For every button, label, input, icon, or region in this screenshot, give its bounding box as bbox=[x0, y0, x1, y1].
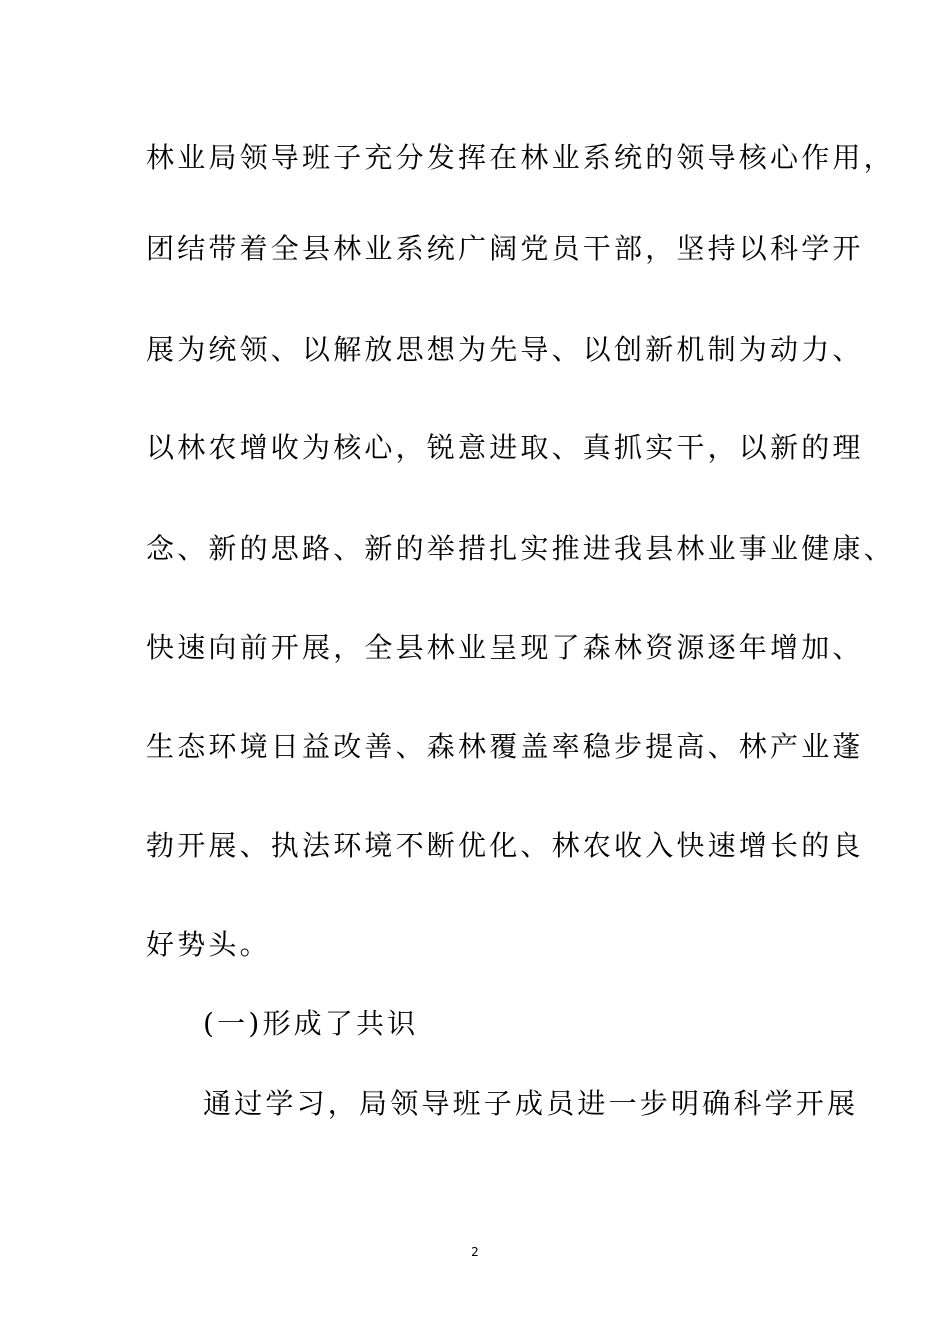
paragraph-line: 好势头。 bbox=[146, 928, 271, 961]
paragraph-line: 以林农增收为核心，锐意进取、真抓实干，以新的理 bbox=[146, 431, 864, 464]
paragraph-line: 勃开展、执法环境不断优化、林农收入快速增长的良 bbox=[146, 829, 864, 862]
paragraph-line: 快速向前开展，全县林业呈现了森林资源逐年增加、 bbox=[146, 631, 864, 664]
paragraph-line: 林业局领导班子充分发挥在林业系统的领导核心作用， bbox=[146, 141, 895, 174]
paragraph-line: 生态环境日益改善、森林覆盖率稳步提高、林产业蓬 bbox=[146, 730, 864, 763]
paragraph-line: 团结带着全县林业系统广阔党员干部，坚持以科学开 bbox=[146, 232, 864, 265]
paragraph-line: 展为统领、以解放思想为先导、以创新机制为动力、 bbox=[146, 333, 864, 366]
page-number: 2 bbox=[471, 1245, 479, 1259]
section-heading: (一)形成了共识 bbox=[203, 1007, 419, 1040]
paragraph-line: 念、新的思路、新的举措扎实推进我县林业事业健康、 bbox=[146, 532, 895, 565]
paragraph-line: 通过学习，局领导班子成员进一步明确科学开展 bbox=[203, 1087, 859, 1120]
